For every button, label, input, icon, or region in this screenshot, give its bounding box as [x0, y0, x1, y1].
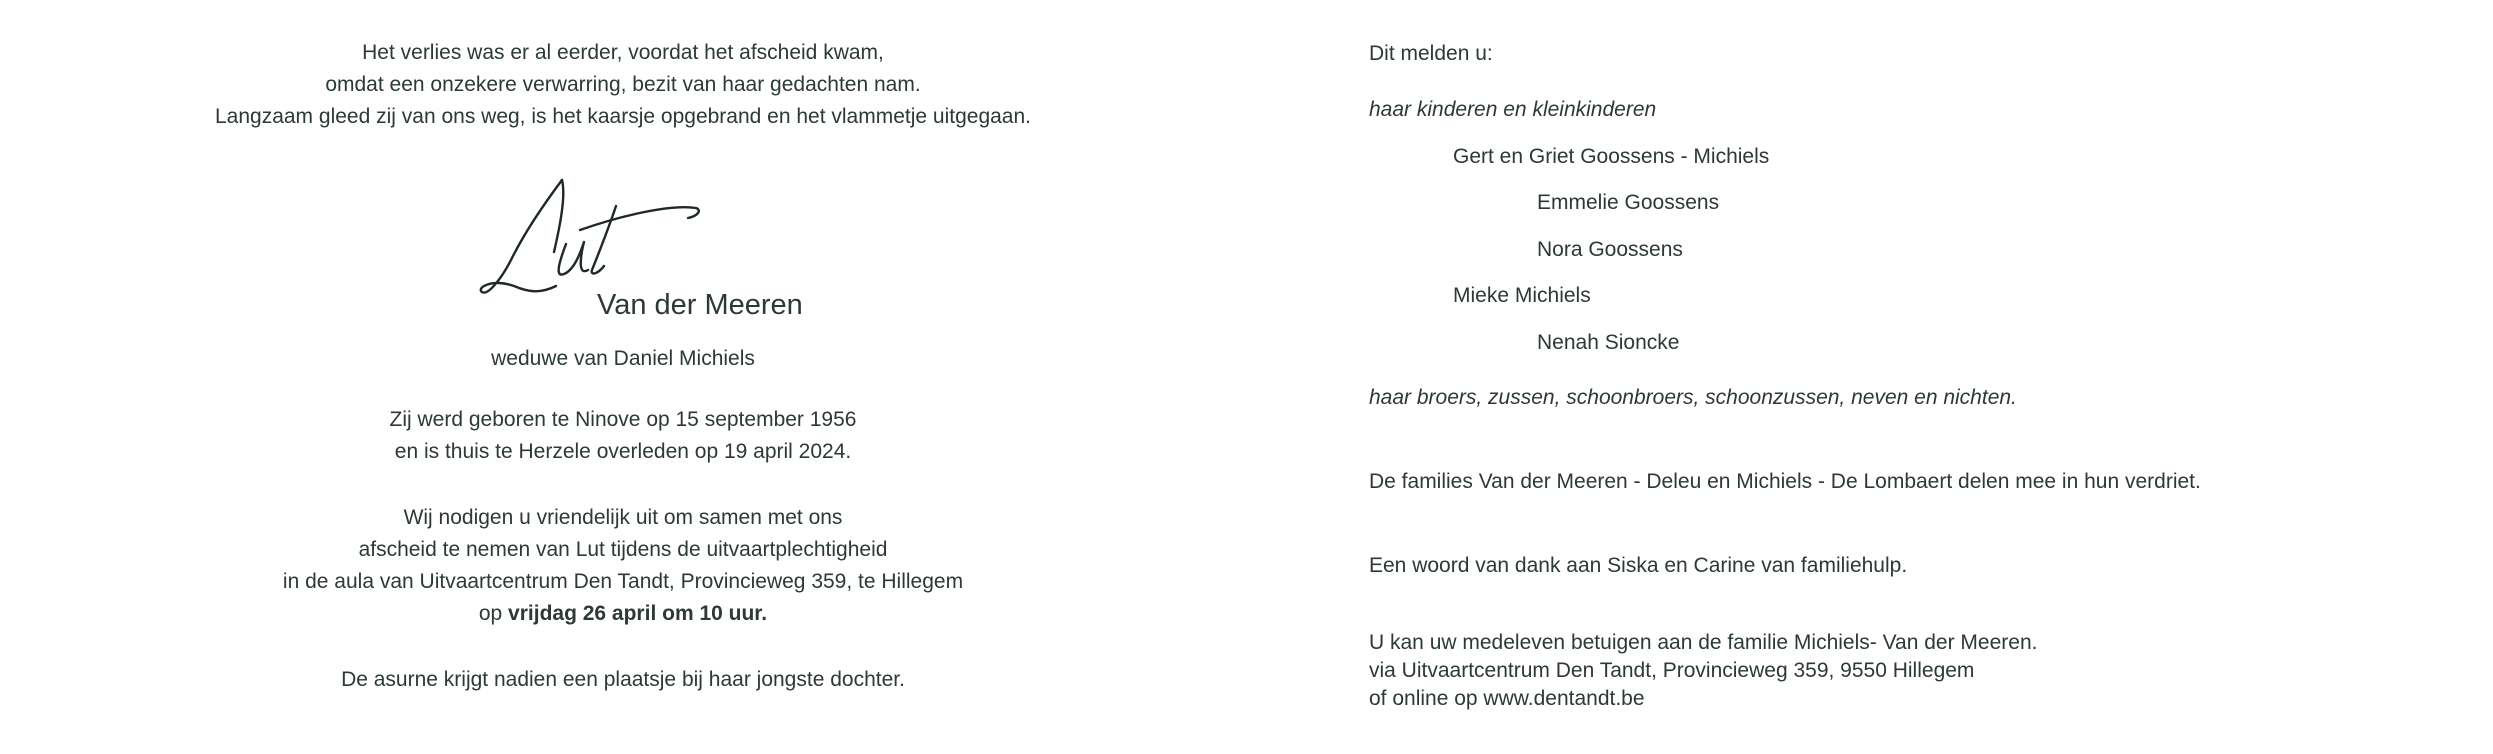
poem	[0, 37, 1246, 133]
death-line: en is thuis te Herzele overleden op 19 april 2024.	[394, 440, 852, 463]
right-page	[1246, 0, 2492, 754]
family-member: Gert en Griet Goossens - Michiels	[1453, 145, 1770, 168]
birth-line: Zij werd geboren te Ninove op 15 september 1956	[389, 408, 857, 431]
family-member: Nora Goossens	[1537, 238, 1683, 261]
condolences-line: of online op www.dentandt.be	[1369, 687, 1645, 710]
invite-line: afscheid te nemen van Lut tijdens de uitvaartplechtigheid	[358, 538, 888, 561]
siblings-line: haar broers, zussen, schoonbroers, schoonzussen, neven en nichten.	[1369, 386, 2017, 409]
condolences-line: via Uitvaartcentrum Den Tandt, Provincieweg 359, 9550 Hillegem	[1369, 659, 1975, 682]
poem-line: omdat een onzekere verwarring, bezit van haar gedachten nam.	[325, 73, 921, 96]
announcement-intro: Dit melden u:	[1369, 42, 1493, 65]
condolences	[1369, 629, 2037, 713]
funeral-invitation	[0, 502, 1246, 630]
urn-note: De asurne krijgt nadien een plaatsje bij haar jongste dochter.	[341, 668, 905, 691]
family-member: Emmelie Goossens	[1537, 191, 1720, 214]
invite-line: Wij nodigen u vriendelijk uit om samen met ons	[403, 506, 843, 529]
surname: Van der Meeren	[597, 289, 803, 321]
family-member: Mieke Michiels	[1453, 284, 1591, 307]
invite-date-prefix: op	[478, 602, 503, 625]
poem-line: Langzaam gleed zij van ons weg, is het kaarsje opgebrand en het vlammetje uitgegaan.	[214, 105, 1032, 128]
invite-date: vrijdag 26 april om 10 uur.	[508, 602, 768, 625]
children-heading: haar kinderen en kleinkinderen	[1369, 98, 1657, 121]
widow-of: weduwe van Daniel Michiels	[491, 347, 755, 370]
poem-line: Het verlies was er al eerder, voordat het afscheid kwam,	[362, 41, 884, 64]
birth-death-info	[0, 404, 1246, 468]
left-page	[0, 0, 1246, 754]
invite-line: in de aula van Uitvaartcentrum Den Tandt, Provincieweg 359, te Hillegem	[282, 570, 964, 593]
family-member: Nenah Sioncke	[1537, 331, 1680, 354]
invite-date-line	[0, 598, 1246, 630]
condolences-line: U kan uw medeleven betuigen aan de familie Michiels- Van der Meeren.	[1369, 631, 2038, 654]
families-line: De families Van der Meeren - Deleu en Michiels - De Lombaert delen mee in hun verdriet.	[1369, 470, 2201, 493]
thanks-line: Een woord van dank aan Siska en Carine van familiehulp.	[1369, 554, 1908, 577]
